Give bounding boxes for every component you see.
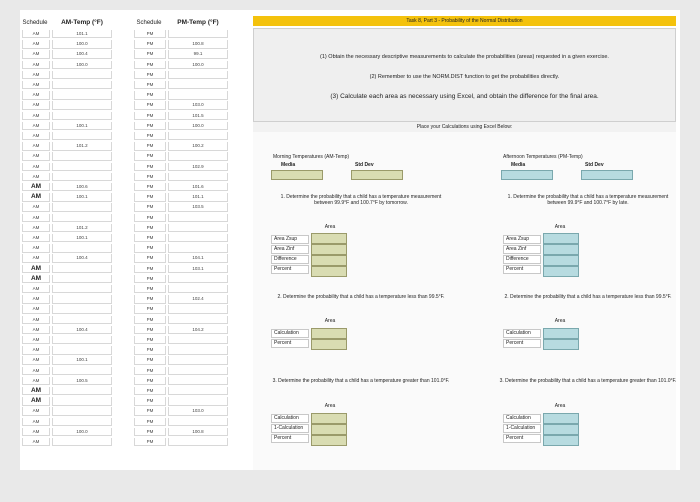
afternoon-zinf-label: Area Zinf [503, 245, 541, 254]
am-temp-cell[interactable] [52, 265, 112, 273]
pm-temp-cell[interactable] [168, 387, 228, 395]
am-temp-cell[interactable] [52, 71, 112, 79]
am-schedule-cell[interactable]: AM [22, 254, 50, 262]
am-schedule-cell[interactable]: AM [22, 438, 50, 446]
pm-temp-cell[interactable]: 103.0 [168, 407, 228, 415]
afternoon-std-label: Std Dev [585, 162, 604, 168]
afternoon-q3-percent-label: Percent [503, 434, 541, 443]
am-temp-cell[interactable] [52, 305, 112, 313]
am-schedule-cell[interactable]: AM [22, 91, 50, 99]
pm-schedule-cell[interactable]: PM [134, 377, 166, 385]
morning-diff-label: Difference [271, 255, 309, 264]
pm-schedule-cell[interactable]: PM [134, 101, 166, 109]
afternoon-zsup-input[interactable] [543, 233, 579, 244]
instructions-panel [253, 28, 676, 122]
pm-schedule-cell[interactable]: PM [134, 173, 166, 181]
pm-schedule-cell[interactable]: PM [134, 152, 166, 160]
pm-temp-cell[interactable]: 103.1 [168, 265, 228, 273]
pm-temp-cell[interactable]: 101.5 [168, 112, 228, 120]
am-schedule-cell[interactable]: AM [22, 224, 50, 232]
pm-schedule-cell[interactable]: PM [134, 305, 166, 313]
pm-temp-cell[interactable]: 102.9 [168, 163, 228, 171]
pm-schedule-cell[interactable]: PM [134, 275, 166, 283]
pm-schedule-cell[interactable]: PM [134, 193, 166, 201]
morning-zsup-label: Area Zsup [271, 235, 309, 244]
pm-temp-cell[interactable] [168, 275, 228, 283]
pm-temp-header[interactable]: PM-Temp (°F) [177, 19, 219, 26]
pm-schedule-cell[interactable]: PM [134, 203, 166, 211]
am-temp-cell[interactable] [52, 295, 112, 303]
pm-temp-cell[interactable] [168, 30, 228, 38]
afternoon-q3-oneminus-input[interactable] [543, 424, 579, 435]
pm-schedule-cell[interactable]: PM [134, 61, 166, 69]
am-temp-cell[interactable]: 100.1 [52, 193, 112, 201]
pm-temp-cell[interactable] [168, 173, 228, 181]
pm-temp-cell[interactable] [168, 397, 228, 405]
am-schedule-cell[interactable]: AM [22, 428, 50, 436]
am-schedule-cell[interactable]: AM [22, 173, 50, 181]
morning-q3-area-label: Area [324, 403, 336, 409]
calculations-banner[interactable]: Place your Calculations using Excel Below: [253, 122, 676, 133]
pm-schedule-cell[interactable]: PM [134, 50, 166, 58]
morning-q1-area-label: Area [324, 224, 336, 230]
morning-q2-area-label: Area [324, 318, 336, 324]
pm-temp-cell[interactable] [168, 91, 228, 99]
afternoon-q2-area-label: Area [554, 318, 566, 324]
pm-temp-cell[interactable]: 102.4 [168, 295, 228, 303]
pm-schedule-cell[interactable]: PM [134, 91, 166, 99]
pm-schedule-cell[interactable]: PM [134, 418, 166, 426]
am-schedule-cell[interactable]: AM [22, 81, 50, 89]
pm-temp-cell[interactable] [168, 214, 228, 222]
pm-schedule-cell[interactable]: PM [134, 224, 166, 232]
pm-schedule-cell[interactable]: PM [134, 254, 166, 262]
am-schedule-cell[interactable]: AM [22, 356, 50, 364]
am-temp-cell[interactable] [52, 214, 112, 222]
morning-zsup-input[interactable] [311, 233, 347, 244]
pm-schedule-cell[interactable]: PM [134, 81, 166, 89]
pm-temp-cell[interactable] [168, 234, 228, 242]
pm-schedule-cell[interactable]: PM [134, 285, 166, 293]
afternoon-zsup-label: Area Zsup [503, 235, 541, 244]
pm-schedule-cell[interactable]: PM [134, 367, 166, 375]
am-temp-cell[interactable]: 100.6 [52, 183, 112, 191]
am-temp-cell[interactable]: 101.2 [52, 224, 112, 232]
afternoon-diff-input[interactable] [543, 255, 579, 266]
pm-temp-cell[interactable] [168, 438, 228, 446]
am-temp-cell[interactable]: 100.4 [52, 326, 112, 334]
pm-schedule-cell[interactable]: PM [134, 316, 166, 324]
am-schedule-cell[interactable]: AM [22, 132, 50, 140]
am-temp-cell[interactable] [52, 285, 112, 293]
pm-schedule-cell[interactable]: PM [134, 122, 166, 130]
pm-temp-cell[interactable] [168, 71, 228, 79]
morning-q3: 3. Determine the probability that a child has a temperature greater than 101.0°F. [272, 378, 450, 384]
am-temp-cell[interactable] [52, 346, 112, 354]
am-schedule-cell[interactable]: AM [22, 305, 50, 313]
am-schedule-cell[interactable]: AM [22, 234, 50, 242]
am-schedule-cell[interactable]: AM [22, 142, 50, 150]
morning-q1: 1. Determine the probability that a child has a temperature measurement between 99.9°F and 100.7°F by tomorrow. [280, 194, 442, 206]
am-temp-header[interactable]: AM-Temp (°F) [61, 19, 103, 26]
pm-temp-cell[interactable] [168, 224, 228, 232]
pm-schedule-cell[interactable]: PM [134, 112, 166, 120]
am-schedule-cell[interactable]: AM [22, 101, 50, 109]
am-temp-cell[interactable] [52, 112, 112, 120]
morning-std-input[interactable] [351, 170, 403, 180]
pm-temp-cell[interactable] [168, 316, 228, 324]
work-area [253, 132, 676, 470]
pm-schedule-cell[interactable]: PM [134, 336, 166, 344]
am-temp-cell[interactable] [52, 336, 112, 344]
morning-media-label: Media [281, 162, 296, 168]
pm-temp-cell[interactable]: 103.5 [168, 203, 228, 211]
pm-temp-cell[interactable] [168, 285, 228, 293]
morning-zinf-label: Area Zinf [271, 245, 309, 254]
am-temp-cell[interactable] [52, 81, 112, 89]
am-schedule-cell[interactable]: AM [22, 285, 50, 293]
am-schedule-cell[interactable]: AM [22, 336, 50, 344]
morning-zinf-input[interactable] [311, 244, 347, 255]
pm-schedule-cell[interactable]: PM [134, 71, 166, 79]
am-schedule-cell[interactable]: AM [22, 326, 50, 334]
afternoon-std-input[interactable] [581, 170, 633, 180]
task-title-bar[interactable]: Task 8, Part 3 - Probability of the Normal Distribution [253, 16, 676, 26]
pm-temp-cell[interactable] [168, 377, 228, 385]
pm-temp-cell[interactable]: 99.1 [168, 50, 228, 58]
morning-q2-calc-input[interactable] [311, 328, 347, 339]
am-schedule-cell[interactable]: AM [22, 203, 50, 211]
am-temp-cell[interactable] [52, 387, 112, 395]
am-schedule-cell[interactable]: AM [22, 214, 50, 222]
morning-percent-input[interactable] [311, 266, 347, 277]
pm-temp-cell[interactable] [168, 367, 228, 375]
afternoon-q2-percent-input[interactable] [543, 339, 579, 350]
afternoon-q3-oneminus-label: 1-Calculation [503, 424, 541, 433]
am-temp-cell[interactable] [52, 152, 112, 160]
am-schedule-cell[interactable]: AM [22, 244, 50, 252]
am-schedule-cell[interactable]: AM [22, 265, 50, 273]
afternoon-q1: 1. Determine the probability that a child has a temperature measurement between 99.9°F and 100.7°F by late. [507, 194, 669, 206]
afternoon-title: Afternoon Temperatures (PM-Temp) [503, 154, 583, 160]
am-temp-cell[interactable]: 100.0 [52, 61, 112, 69]
afternoon-q3-calc-input[interactable] [543, 413, 579, 424]
afternoon-q3-area-label: Area [554, 403, 566, 409]
pm-schedule-cell[interactable]: PM [134, 244, 166, 252]
pm-schedule-cell[interactable]: PM [134, 326, 166, 334]
instruction-3: (3) Calculate each area as necessary using Excel, and obtain the difference for the final area. [330, 93, 599, 100]
am-temp-cell[interactable]: 100.0 [52, 428, 112, 436]
pm-temp-cell[interactable]: 100.0 [168, 122, 228, 130]
pm-schedule-cell[interactable]: PM [134, 214, 166, 222]
pm-schedule-cell[interactable]: PM [134, 163, 166, 171]
pm-schedule-cell[interactable]: PM [134, 428, 166, 436]
am-schedule-cell[interactable]: AM [22, 50, 50, 58]
am-schedule-cell[interactable]: AM [22, 316, 50, 324]
instruction-1: (1) Obtain the necessary descriptive measurements to calculate the probabilities (areas) requested in a given exercise. [320, 54, 609, 60]
afternoon-q3-calc-label: Calculation [503, 414, 541, 423]
morning-q2: 2. Determine the probability that a child has a temperature less than 99.5°F. [277, 294, 445, 300]
pm-temp-cell[interactable]: 100.2 [168, 142, 228, 150]
am-temp-cell[interactable]: 100.4 [52, 254, 112, 262]
afternoon-q3: 3. Determine the probability that a child has a temperature greater than 101.0°F. [499, 378, 677, 384]
am-temp-cell[interactable]: 100.1 [52, 356, 112, 364]
am-temp-cell[interactable] [52, 316, 112, 324]
am-schedule-cell[interactable]: AM [22, 397, 50, 405]
am-temp-cell[interactable] [52, 101, 112, 109]
afternoon-zinf-input[interactable] [543, 244, 579, 255]
pm-temp-cell[interactable]: 104.1 [168, 254, 228, 262]
am-temp-cell[interactable] [52, 163, 112, 171]
am-schedule-cell[interactable]: AM [22, 112, 50, 120]
am-temp-cell[interactable] [52, 173, 112, 181]
pm-schedule-cell[interactable]: PM [134, 438, 166, 446]
pm-schedule-cell[interactable]: PM [134, 265, 166, 273]
am-temp-cell[interactable]: 100.5 [52, 377, 112, 385]
am-temp-cell[interactable] [52, 397, 112, 405]
pm-schedule-cell[interactable]: PM [134, 346, 166, 354]
pm-temp-cell[interactable] [168, 356, 228, 364]
am-temp-cell[interactable]: 101.1 [52, 30, 112, 38]
pm-schedule-cell[interactable]: PM [134, 356, 166, 364]
am-temp-cell[interactable] [52, 91, 112, 99]
am-schedule-cell[interactable]: AM [22, 193, 50, 201]
am-schedule-cell[interactable]: AM [22, 346, 50, 354]
pm-temp-cell[interactable]: 103.0 [168, 101, 228, 109]
morning-percent-label: Percent [271, 265, 309, 274]
am-schedule-cell[interactable]: AM [22, 387, 50, 395]
am-schedule-cell[interactable]: AM [22, 183, 50, 191]
pm-temp-cell[interactable]: 101.6 [168, 183, 228, 191]
am-temp-cell[interactable] [52, 418, 112, 426]
pm-schedule-cell[interactable]: PM [134, 387, 166, 395]
afternoon-q2-percent-label: Percent [503, 339, 541, 348]
am-temp-cell[interactable] [52, 367, 112, 375]
afternoon-q2-calc-label: Calculation [503, 329, 541, 338]
am-temp-cell[interactable] [52, 407, 112, 415]
pm-schedule-cell[interactable]: PM [134, 234, 166, 242]
am-schedule-cell[interactable]: AM [22, 295, 50, 303]
afternoon-media-input[interactable] [501, 170, 553, 180]
am-temp-cell[interactable] [52, 132, 112, 140]
morning-q3-percent-label: Percent [271, 434, 309, 443]
pm-schedule-cell[interactable]: PM [134, 183, 166, 191]
am-temp-cell[interactable] [52, 203, 112, 211]
pm-temp-cell[interactable] [168, 132, 228, 140]
pm-temp-cell[interactable] [168, 418, 228, 426]
am-temp-cell[interactable] [52, 244, 112, 252]
am-temp-cell[interactable] [52, 275, 112, 283]
pm-temp-cell[interactable]: 100.8 [168, 428, 228, 436]
afternoon-q2-calc-input[interactable] [543, 328, 579, 339]
morning-q2-percent-label: Percent [271, 339, 309, 348]
am-temp-cell[interactable]: 100.4 [52, 50, 112, 58]
afternoon-q3-percent-input[interactable] [543, 435, 579, 446]
afternoon-diff-label: Difference [503, 255, 541, 264]
am-temp-cell[interactable]: 101.2 [52, 142, 112, 150]
pm-temp-cell[interactable] [168, 336, 228, 344]
am-schedule-cell[interactable]: AM [22, 163, 50, 171]
pm-temp-cell[interactable]: 104.2 [168, 326, 228, 334]
am-schedule-cell[interactable]: AM [22, 61, 50, 69]
afternoon-media-label: Media [511, 162, 526, 168]
am-schedule-cell[interactable]: AM [22, 30, 50, 38]
schedule-header-pm[interactable]: Schedule [136, 20, 162, 26]
pm-temp-cell[interactable] [168, 152, 228, 160]
morning-q2-percent-input[interactable] [311, 339, 347, 350]
morning-q3-oneminus-label: 1-Calculation [271, 424, 309, 433]
afternoon-percent-input[interactable] [543, 266, 579, 277]
pm-schedule-cell[interactable]: PM [134, 142, 166, 150]
am-schedule-cell[interactable]: AM [22, 152, 50, 160]
morning-q3-percent-input[interactable] [311, 435, 347, 446]
schedule-header-am[interactable]: Schedule [22, 20, 48, 26]
pm-schedule-cell[interactable]: PM [134, 295, 166, 303]
pm-schedule-cell[interactable]: PM [134, 407, 166, 415]
morning-title: Morning Temperatures (AM-Temp) [273, 154, 350, 160]
pm-temp-cell[interactable]: 101.1 [168, 193, 228, 201]
pm-temp-cell[interactable] [168, 305, 228, 313]
am-schedule-cell[interactable]: AM [22, 122, 50, 130]
pm-schedule-cell[interactable]: PM [134, 132, 166, 140]
morning-std-label: Std Dev [355, 162, 374, 168]
afternoon-q1-area-label: Area [554, 224, 566, 230]
am-schedule-cell[interactable]: AM [22, 418, 50, 426]
morning-q3-calc-label: Calculation [271, 414, 309, 423]
pm-schedule-cell[interactable]: PM [134, 40, 166, 48]
am-temp-cell[interactable]: 100.0 [52, 40, 112, 48]
am-schedule-cell[interactable]: AM [22, 407, 50, 415]
am-temp-cell[interactable]: 100.1 [52, 234, 112, 242]
pm-schedule-cell[interactable]: PM [134, 30, 166, 38]
pm-temp-cell[interactable]: 100.8 [168, 40, 228, 48]
pm-temp-cell[interactable] [168, 346, 228, 354]
instruction-2: (2) Remember to use the NORM.DIST function to get the probabilities directly. [369, 74, 560, 80]
morning-diff-input[interactable] [311, 255, 347, 266]
am-schedule-cell[interactable]: AM [22, 367, 50, 375]
am-temp-cell[interactable] [52, 438, 112, 446]
morning-q3-calc-input[interactable] [311, 413, 347, 424]
pm-temp-cell[interactable] [168, 244, 228, 252]
spreadsheet [20, 10, 680, 470]
am-schedule-cell[interactable]: AM [22, 71, 50, 79]
morning-q3-oneminus-input[interactable] [311, 424, 347, 435]
am-schedule-cell[interactable]: AM [22, 275, 50, 283]
am-schedule-cell[interactable]: AM [22, 40, 50, 48]
am-temp-cell[interactable]: 100.1 [52, 122, 112, 130]
afternoon-percent-label: Percent [503, 265, 541, 274]
morning-q2-calc-label: Calculation [271, 329, 309, 338]
pm-schedule-cell[interactable]: PM [134, 397, 166, 405]
pm-temp-cell[interactable]: 100.0 [168, 61, 228, 69]
afternoon-q2: 2. Determine the probability that a child has a temperature less than 99.5°F. [504, 294, 672, 300]
pm-temp-cell[interactable] [168, 81, 228, 89]
am-schedule-cell[interactable]: AM [22, 377, 50, 385]
morning-media-input[interactable] [271, 170, 323, 180]
